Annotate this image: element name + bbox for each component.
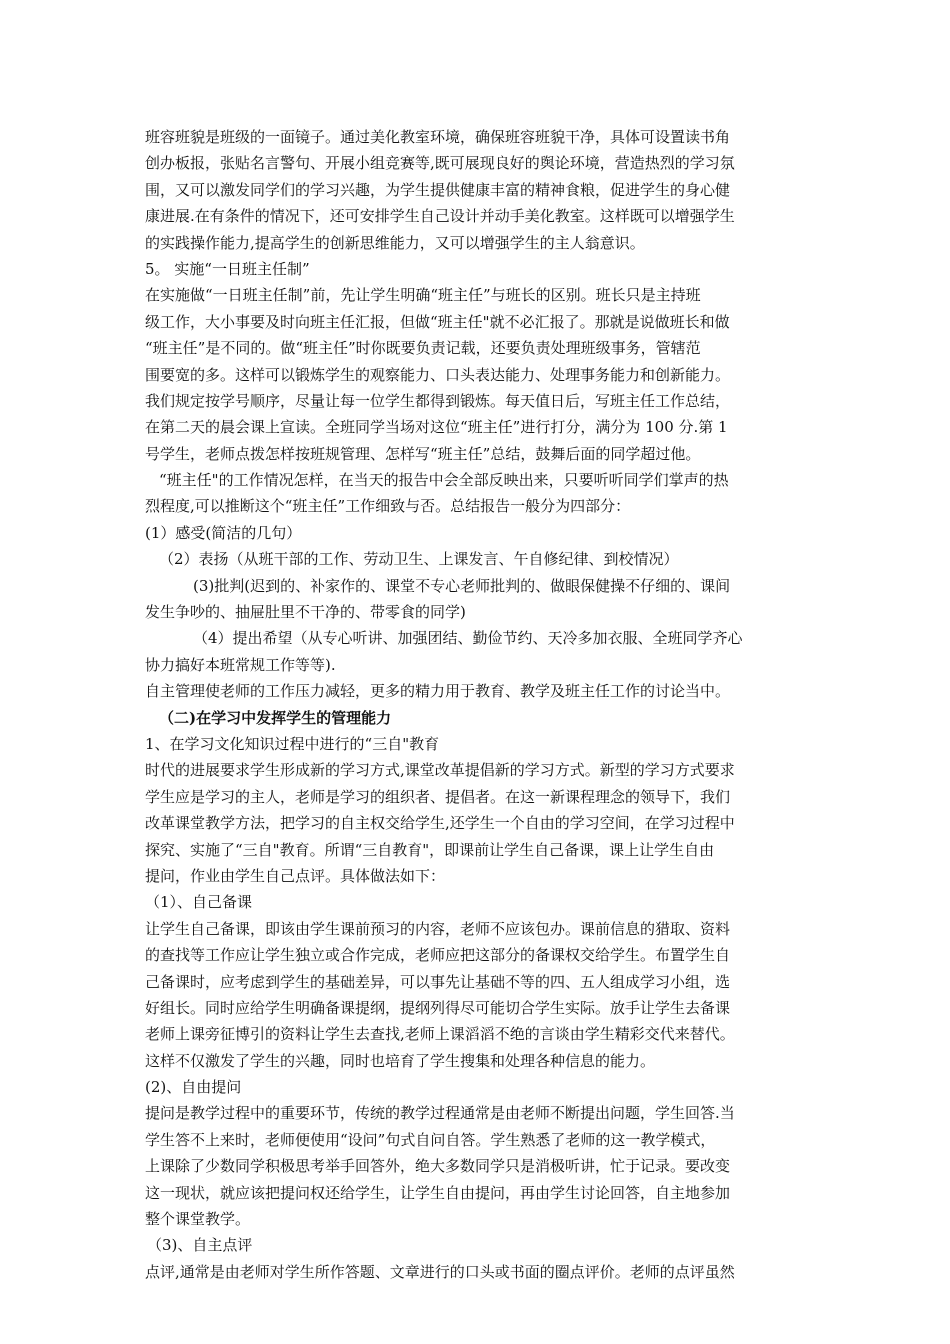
- paragraph-line: 探究、实施了“三自"教育。所谓“三自教育"，即课前让学生自己备课，课上让学生自由: [145, 840, 715, 859]
- section-heading: 5。 实施“一日班主任制”: [145, 259, 310, 278]
- subsection-heading: （3)、自主点评: [147, 1236, 253, 1255]
- paragraph-line: 康进展.在有条件的情况下，还可安排学生自己设计并动手美化教室。这样既可以增强学生: [145, 207, 735, 226]
- list-item: （4）提出希望（从专心听讲、加强团结、勤俭节约、天冷多加衣服、全班同学齐心: [193, 629, 743, 648]
- list-item: （2）表扬（从班干部的工作、劳动卫生、上课发言、午自修纪律、到校情况）: [159, 550, 679, 569]
- paragraph-line: 让学生自己备课，即该由学生课前预习的内容，老师不应该包办。课前信息的猎取、资料: [145, 919, 731, 938]
- paragraph-line: 整个课堂教学。: [145, 1210, 251, 1229]
- paragraph-line: 围要宽的多。这样可以锻炼学生的观察能力、口头表达能力、处理事务能力和创新能力。: [145, 365, 731, 384]
- paragraph-line: 烈程度,可以推断这个“班主任”工作细致与否。总结报告一般分为四部分：: [145, 497, 631, 516]
- paragraph-line: 上课除了少数同学积极思考举手回答外，绝大多数同学只是消极听讲，忙于记录。要改变: [145, 1157, 731, 1176]
- paragraph-line: 点评,通常是由老师对学生所作答题、文章进行的口头或书面的圈点评价。老师的点评虽然: [145, 1262, 735, 1281]
- paragraph-line: 创办板报，张贴名言警句、开展小组竞赛等,既可展现良好的舆论环境，营造热烈的学习氛: [145, 154, 735, 173]
- list-item-continuation: 协力搞好本班常规工作等等).: [145, 655, 336, 674]
- paragraph-line: 在第二天的晨会课上宣读。全班同学当场对这位“班主任”进行打分，满分为 100 分.第 1: [145, 418, 728, 437]
- paragraph-line: 改革课堂教学方法，把学习的自主权交给学生,还学生一个自由的学习空间，在学习过程中: [145, 814, 735, 833]
- paragraph-line: 好组长。同时应给学生明确备课提纲，提纲列得尽可能切合学生实际。放手让学生去备课: [145, 998, 731, 1017]
- paragraph-line: 班容班貌是班级的一面镜子。通过美化教室环境，确保班容班貌干净，具体可设置读书角: [145, 128, 731, 146]
- paragraph-line: “班主任”是不同的。做“班主任”时你既要负责记载，还要负责处理班级事务，管辖范: [145, 339, 701, 358]
- paragraph-line: 号学生，老师点拨怎样按班规管理、怎样写“班主任”总结，鼓舞后面的同学超过他。: [145, 444, 701, 463]
- paragraph-line: 在实施做“一日班主任制”前，先让学生明确“班主任”与班长的区别。班长只是主持班: [145, 286, 701, 305]
- paragraph-line: “班主任"的工作情况怎样，在当天的报告中会全部反映出来，只要听听同学们掌声的热: [159, 471, 729, 490]
- list-item-continuation: 发生争吵的、抽屉肚里不干净的、带零食的同学): [145, 603, 466, 622]
- list-item: (3)批判(迟到的、补家作的、课堂不专心老师批判的、做眼保健操不仔细的、课间: [193, 576, 731, 595]
- paragraph-line: 己备课时，应考虑到学生的基础差异，可以事先让基础不等的四、五人组成学习小组，选: [145, 972, 731, 991]
- paragraph-line: 的查找等工作应让学生独立或合作完成，老师应把这部分的备课权交给学生。布置学生自: [145, 946, 731, 965]
- paragraph-line: 老师上课旁征博引的资料让学生去查找,老师上课滔滔不绝的言谈由学生精彩交代来替代。: [145, 1025, 735, 1044]
- paragraph-line: 这样不仅激发了学生的兴趣，同时也培育了学生搜集和处理各种信息的能力。: [145, 1051, 656, 1070]
- paragraph-line: 自主管理使老师的工作压力减轻，更多的精力用于教育、教学及班主任工作的讨论当中。: [145, 682, 731, 701]
- paragraph-line: 这一现状，就应该把提问权还给学生，让学生自由提问，再由学生讨论回答，自主地参加: [145, 1183, 731, 1202]
- paragraph-line: 级工作，大小事要及时向班主任汇报，但做“班主任"就不必汇报了。那就是说做班长和做: [145, 312, 730, 331]
- paragraph-line: 学生答不上来时，老师便使用“设问”句式自问自答。学生熟悉了老师的这一教学模式，: [145, 1130, 716, 1149]
- section-heading: （二)在学习中发挥学生的管理能力: [159, 708, 392, 727]
- subsection-heading: (2)、自由提问: [145, 1078, 242, 1097]
- paragraph-line: 的实践操作能力,提高学生的创新思维能力，又可以增强学生的主人翁意识。: [145, 233, 645, 252]
- paragraph-line: 我们规定按学号顺序，尽量让每一位学生都得到锻炼。每天值日后，写班主任工作总结，: [145, 391, 731, 410]
- paragraph-line: 学生应是学习的主人，老师是学习的组织者、提倡者。在这一新课程理念的领导下，我们: [145, 787, 731, 806]
- paragraph-line: 提问，作业由学生自己点评。具体做法如下：: [145, 866, 446, 885]
- paragraph-line: 围，又可以激发同学们的学习兴趣，为学生提供健康丰富的精神食粮，促进学生的身心健: [145, 180, 731, 199]
- list-item: (1）感受(简洁的几句）: [145, 523, 302, 542]
- subsection-heading: （1）、自己备课: [145, 893, 253, 912]
- document-body: [145, 124, 805, 1285]
- paragraph-line: 提问是教学过程中的重要环节，传统的教学过程通常是由老师不断提出问题，学生回答.当: [145, 1104, 735, 1123]
- paragraph-line: 时代的进展要求学生形成新的学习方式,课堂改革提倡新的学习方式。新型的学习方式要求: [145, 761, 735, 780]
- subsection-heading: 1、在学习文化知识过程中进行的“三自"教育: [145, 734, 440, 753]
